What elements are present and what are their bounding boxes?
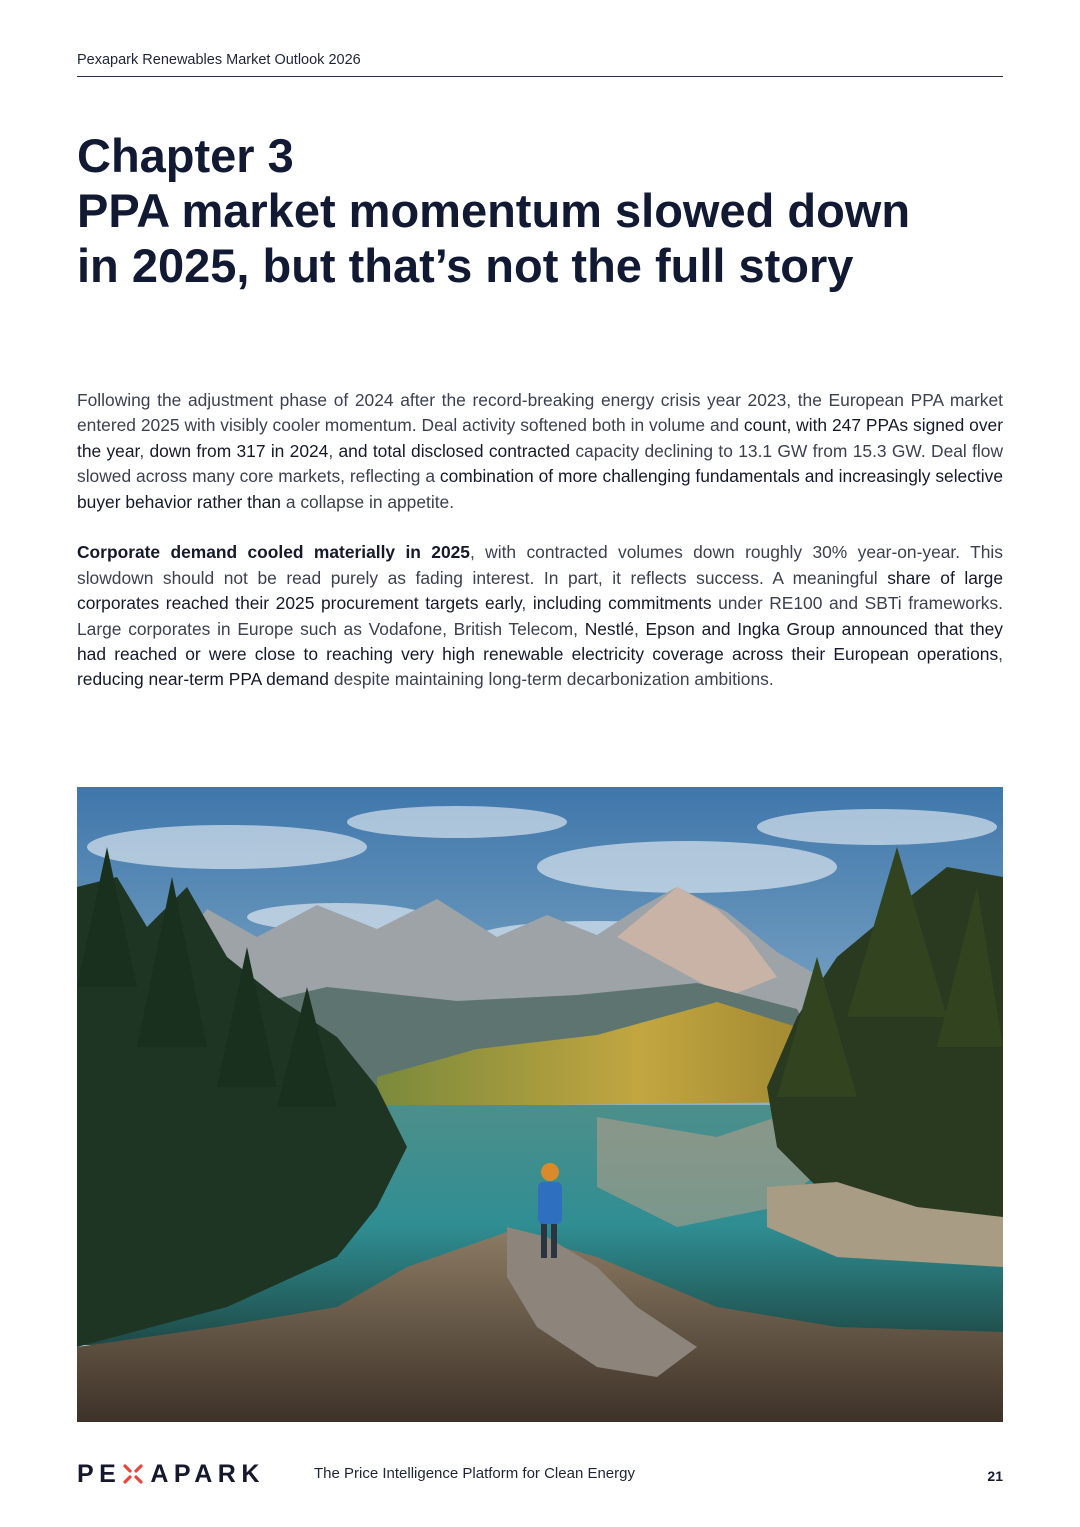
logo-text-left: PE (77, 1460, 122, 1488)
page-footer (77, 1458, 1003, 1494)
landscape-photo (77, 787, 1003, 1422)
emphasis-run: combination of more challenging fundamentals and increasingly selective buyer behavior rather than (77, 466, 1003, 512)
bold-run: Corporate demand cooled materially in 2025 (77, 542, 470, 563)
text-run: , (328, 440, 339, 461)
emphasis-run: and total disclosed contracted (338, 440, 571, 461)
text-run: capacity declining to 13.1 GW from 15.3 GW. Deal flow slowed across many core markets, reflecting a (77, 440, 1004, 487)
logo-text-right: APARK (150, 1460, 265, 1488)
body-text (77, 388, 1003, 718)
page-number: 21 (987, 1468, 1003, 1484)
text-run: despite maintaining long-term decarbonization ambitions. (328, 669, 774, 690)
text-run: , (521, 593, 533, 614)
emphasis-run: share of large corporates reached their 2025 procurement targets early (77, 567, 1003, 614)
text-run: , (998, 644, 1003, 665)
text-run: Following the adjustment phase of 2024 after the record-breaking energy crisis year 2023, the European PPA market entered 2025 with visibly cooler momentum. Deal activity softened both in volume and (77, 390, 1003, 436)
emphasis-run: reducing near-term PPA demand (77, 669, 329, 690)
emphasis-run: down from 317 in 2024 (149, 440, 329, 461)
paragraph-1 (77, 388, 1003, 515)
paragraph-2 (77, 540, 1003, 692)
pexapark-logo (77, 1461, 265, 1487)
chapter-title (77, 128, 1037, 293)
text-run: , (139, 440, 150, 461)
mountain-lake-illustration (77, 787, 1003, 1422)
emphasis-run: Nestlé (584, 618, 634, 639)
logo-x-icon (121, 1462, 145, 1486)
running-header (77, 52, 1003, 77)
footer-tagline: The Price Intelligence Platform for Clean Energy (314, 1465, 635, 1482)
text-run: a collapse in appetite. (280, 491, 455, 512)
text-run: , (634, 618, 646, 639)
text-run: under RE100 and SBTi frameworks. Large corporates in Europe such as Vodafone, British Telecom, (77, 593, 1003, 639)
text-run: , with contracted volumes down roughly 30% year-on-year. This slowdown should not be read purely as fading interest. In part, it reflects success. A meaningful (77, 542, 1003, 588)
emphasis-run: Epson and Ingka Group announced that they had reached or were close to reaching very high renewable electricity coverage across their European operations (77, 618, 1003, 665)
chapter-heading-line-1: PPA market momentum slowed down (77, 184, 911, 237)
emphasis-run: including commitments (532, 593, 712, 614)
emphasis-run: count, with 247 PPAs signed over the year (77, 415, 1003, 461)
report-title: Pexapark Renewables Market Outlook 2026 (77, 52, 361, 68)
chapter-number: Chapter 3 (77, 129, 294, 182)
chapter-heading-line-2: in 2025, but that’s not the full story (77, 239, 854, 292)
